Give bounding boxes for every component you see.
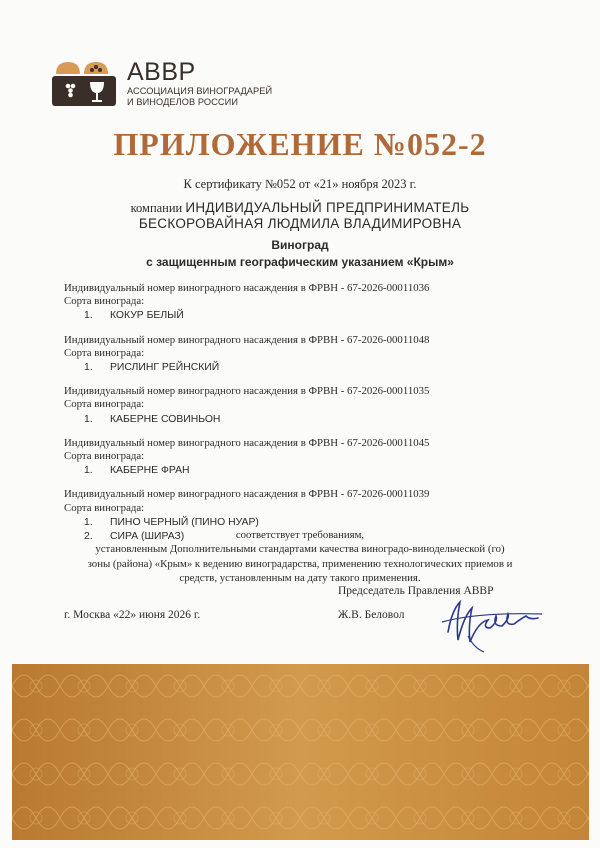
variety-item xyxy=(64,361,564,374)
company-owner-name: БЕСКОРОВАЙНАЯ ЛЮДМИЛА ВЛАДИМИРОВНА xyxy=(138,216,462,231)
varieties-label: Сорта винограда: xyxy=(64,501,145,514)
planting-entry xyxy=(64,282,564,323)
varieties-label: Сорта винограда: xyxy=(64,398,145,411)
plantings-list xyxy=(64,282,564,554)
variety-name: КАБЕРНЕ ФРАН xyxy=(110,465,190,477)
company-type: ИНДИВИДУАЛЬНЫЙ ПРЕДПРИНИМАТЕЛЬ xyxy=(185,200,470,215)
grapes-and-glass-logo-icon xyxy=(50,56,122,108)
varieties-label: Сорта винограда: xyxy=(64,346,145,359)
variety-number: 1. xyxy=(84,516,93,528)
variety-name: КОКУР БЕЛЫЙ xyxy=(110,310,184,322)
org-full-name-line1: АССОЦИАЦИЯ ВИНОГРАДАРЕЙ xyxy=(127,86,273,96)
signer-name: Ж.В. Беловол xyxy=(338,609,405,621)
variety-number: 1. xyxy=(84,465,93,477)
planting-entry xyxy=(64,385,564,426)
planting-entry xyxy=(64,437,564,478)
conformity-line: соответствует требованиям, xyxy=(235,529,365,541)
certificate-reference: К сертификату №052 от «21» ноября 2023 г. xyxy=(183,177,417,191)
variety-name: КАБЕРНЕ СОВИНЬОН xyxy=(110,413,221,425)
signer-title: Председатель Правления АВВР xyxy=(338,585,494,597)
city-and-date: г. Москва «22» июня 2026 г. xyxy=(64,609,201,621)
variety-number: 2. xyxy=(84,531,93,543)
planting-id-line: Индивидуальный номер виноградного насаждения в ФРВН - 67-2026-00011035 xyxy=(64,385,430,398)
conformity-statement xyxy=(40,528,560,585)
variety-number: 1. xyxy=(84,310,93,322)
planting-id-line: Индивидуальный номер виноградного насаждения в ФРВН - 67-2026-00011039 xyxy=(64,488,430,501)
variety-item xyxy=(64,464,564,477)
product-name: Виноград xyxy=(271,238,329,252)
variety-name: РИСЛИНГ РЕЙНСКИЙ xyxy=(110,362,220,374)
planting-id-line: Индивидуальный номер виноградного насаждения в ФРВН - 67-2026-00011048 xyxy=(64,333,430,346)
planting-id-line: Индивидуальный номер виноградного насаждения в ФРВН - 67-2026-00011036 xyxy=(64,282,430,294)
conformity-line: установленным Дополнительными стандартами качества виноградо-винодельческой (го) xyxy=(95,543,505,556)
product-geo-indication: с защищенным географическим указанием «Крым» xyxy=(146,255,454,269)
handwritten-signature xyxy=(438,592,548,654)
org-full-name-line2: И ВИНОДЕЛОВ РОССИИ xyxy=(127,97,239,107)
decorative-vine-pattern-band xyxy=(12,664,589,840)
document-title: ПРИЛОЖЕНИЕ №052-2 xyxy=(113,126,487,162)
company-prefix: компании xyxy=(130,201,183,215)
variety-number: 1. xyxy=(84,413,93,425)
variety-item xyxy=(64,309,564,322)
varieties-label: Сорта винограда: xyxy=(64,295,145,308)
variety-name: СИРА (ШИРАЗ) xyxy=(110,531,185,543)
company-line1 xyxy=(0,200,600,216)
variety-name: ПИНО ЧЕРНЫЙ (ПИНО НУАР) xyxy=(110,516,259,528)
variety-number: 1. xyxy=(84,362,93,374)
varieties-label: Сорта винограда: xyxy=(64,450,145,463)
planting-entry xyxy=(64,334,564,375)
org-short-name: АВВР xyxy=(127,58,196,86)
conformity-line: зоны (района) «Крым» к ведению виноградарства, применению технологических приемов и xyxy=(87,557,513,570)
planting-id-line: Индивидуальный номер виноградного насаждения в ФРВН - 67-2026-00011045 xyxy=(64,436,430,449)
conformity-line: средств, установленным на дату такого применения. xyxy=(179,571,421,584)
variety-item xyxy=(64,413,564,426)
